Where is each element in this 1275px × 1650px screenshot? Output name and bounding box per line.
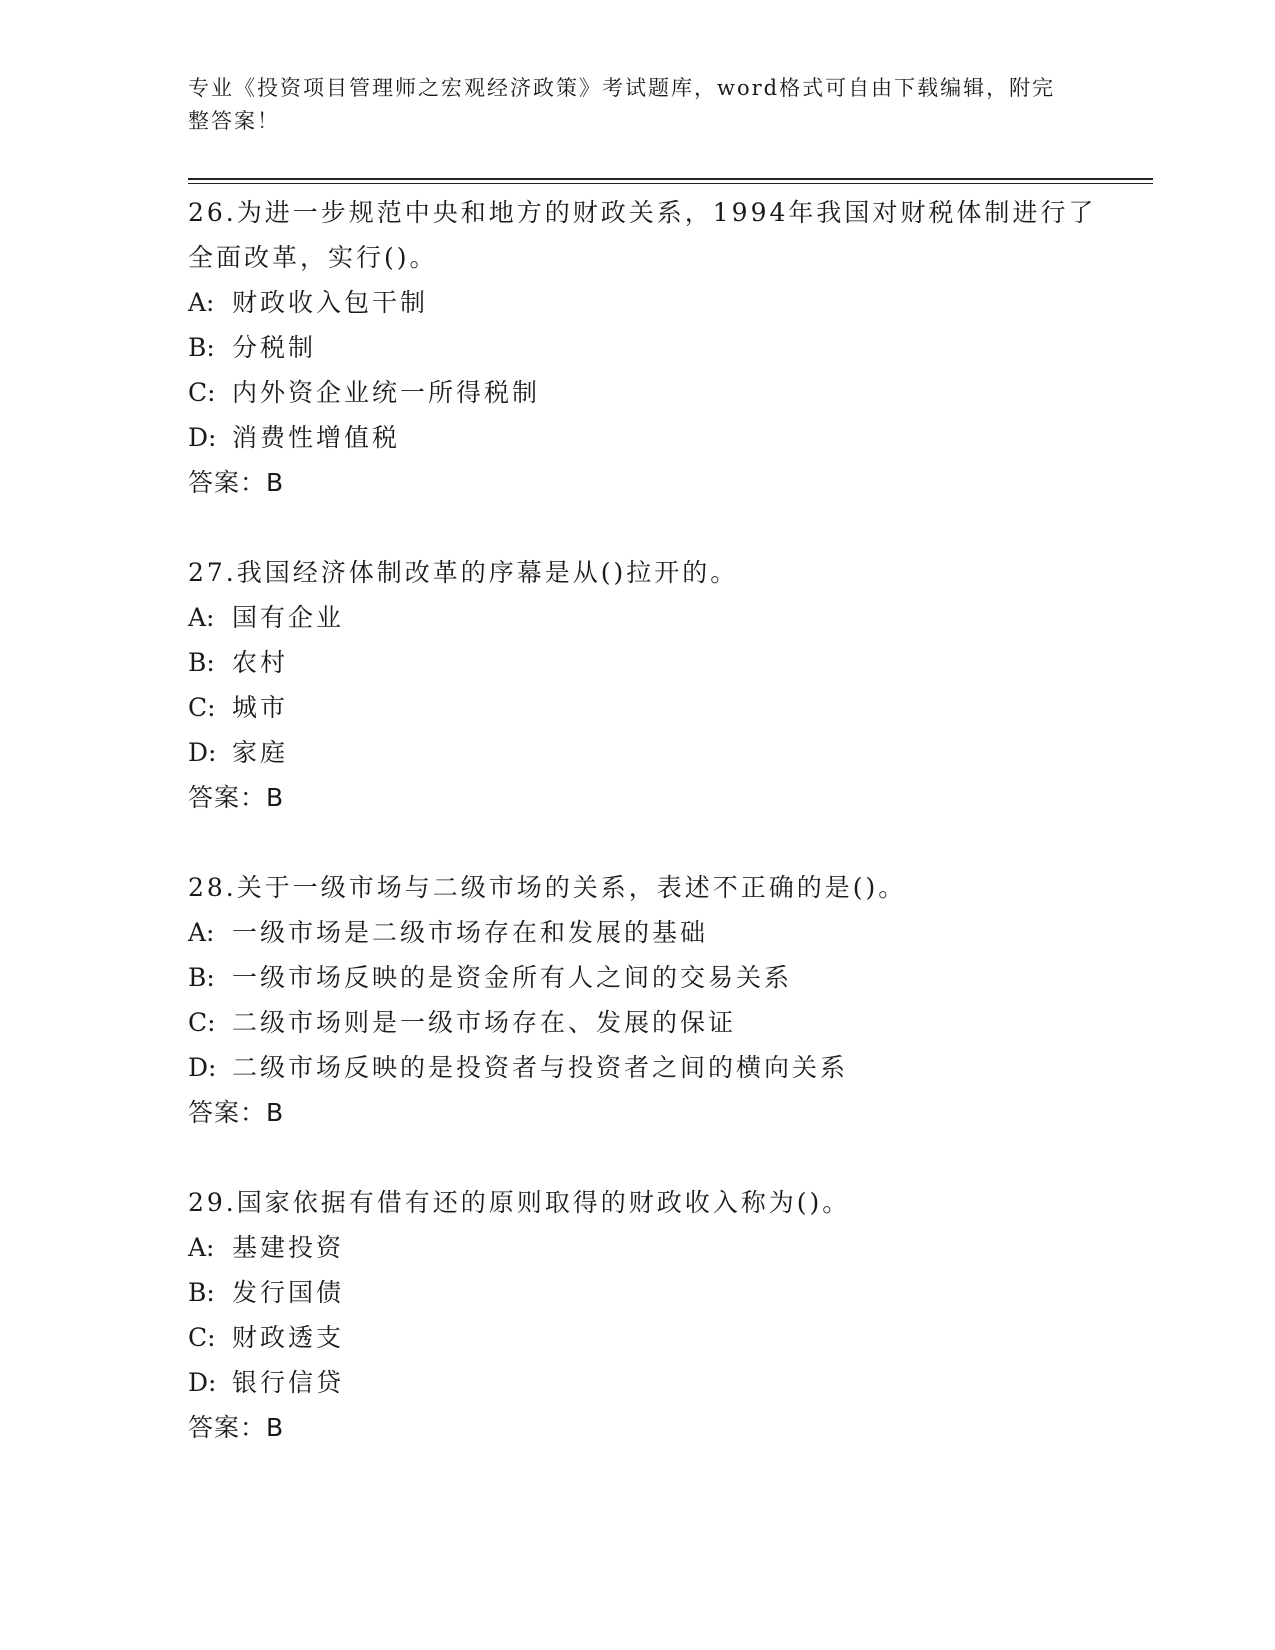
question-stem xyxy=(188,550,1118,595)
option-a xyxy=(188,1225,1118,1270)
option-b xyxy=(188,640,1118,685)
document-header xyxy=(188,72,1068,138)
option-text: 一级市场反映的是资金所有人之间的交易关系 xyxy=(232,963,793,992)
option-b xyxy=(188,1270,1118,1315)
option-letter: A: xyxy=(188,918,215,947)
option-text: 银行信贷 xyxy=(232,1368,345,1397)
question-29 xyxy=(188,1180,1118,1450)
option-letter: B: xyxy=(188,333,215,362)
answer-value: B xyxy=(266,1098,285,1127)
question-26 xyxy=(188,190,1118,505)
option-letter: B: xyxy=(188,648,215,677)
answer-value: B xyxy=(266,783,285,812)
question-list xyxy=(188,190,1118,1495)
question-stem xyxy=(188,1180,1118,1225)
option-letter: D: xyxy=(188,1368,217,1397)
option-text: 基建投资 xyxy=(232,1233,345,1262)
option-letter: B: xyxy=(188,963,215,992)
option-letter: A: xyxy=(188,1233,215,1262)
option-text: 消费性增值税 xyxy=(232,423,401,452)
option-text: 国有企业 xyxy=(232,603,345,632)
option-c xyxy=(188,685,1118,730)
option-a xyxy=(188,595,1118,640)
option-letter: A: xyxy=(188,603,215,632)
option-d xyxy=(188,1045,1118,1090)
option-letter: D: xyxy=(188,423,217,452)
answer-line xyxy=(188,460,1118,505)
option-text: 城市 xyxy=(232,693,289,722)
answer-label: 答案： xyxy=(188,1098,267,1127)
option-letter: C: xyxy=(188,693,216,722)
option-letter: C: xyxy=(188,1323,216,1352)
answer-line xyxy=(188,1405,1118,1450)
option-text: 家庭 xyxy=(232,738,289,767)
option-text: 财政透支 xyxy=(232,1323,345,1352)
answer-line xyxy=(188,1090,1118,1135)
option-text: 发行国债 xyxy=(232,1278,345,1307)
question-number: 28. xyxy=(188,873,237,902)
option-letter: C: xyxy=(188,378,216,407)
answer-value: B xyxy=(266,1413,285,1442)
answer-line xyxy=(188,775,1118,820)
option-letter: D: xyxy=(188,738,217,767)
option-b xyxy=(188,955,1118,1000)
option-letter: C: xyxy=(188,1008,216,1037)
question-number: 26. xyxy=(188,198,237,227)
option-c xyxy=(188,370,1118,415)
option-d xyxy=(188,730,1118,775)
option-c xyxy=(188,1000,1118,1045)
option-text: 财政收入包干制 xyxy=(232,288,429,317)
question-text: 国家依据有借有还的原则取得的财政收入称为()。 xyxy=(236,1188,851,1217)
option-text: 分税制 xyxy=(232,333,317,362)
question-text: 关于一级市场与二级市场的关系，表述不正确的是()。 xyxy=(236,873,907,902)
option-b xyxy=(188,325,1118,370)
option-text: 二级市场反映的是投资者与投资者之间的横向关系 xyxy=(232,1053,849,1082)
answer-label: 答案： xyxy=(188,1413,267,1442)
question-stem xyxy=(188,190,1118,280)
question-number: 27. xyxy=(188,558,237,587)
option-text: 农村 xyxy=(232,648,289,677)
option-text: 一级市场是二级市场存在和发展的基础 xyxy=(232,918,709,947)
question-text: 为进一步规范中央和地方的财政关系，1994年我国对财税体制进行了全面改革，实行()。 xyxy=(188,198,1097,272)
question-27 xyxy=(188,550,1118,820)
question-number: 29. xyxy=(188,1188,237,1217)
question-text: 我国经济体制改革的序幕是从()拉开的。 xyxy=(236,558,739,587)
header-divider-thin xyxy=(188,183,1153,184)
question-stem xyxy=(188,865,1118,910)
question-28 xyxy=(188,865,1118,1135)
option-a xyxy=(188,280,1118,325)
option-letter: A: xyxy=(188,288,215,317)
answer-label: 答案： xyxy=(188,468,267,497)
option-letter: D: xyxy=(188,1053,217,1082)
option-d xyxy=(188,415,1118,460)
header-divider-thick xyxy=(188,178,1153,180)
option-text: 二级市场则是一级市场存在、发展的保证 xyxy=(232,1008,737,1037)
option-c xyxy=(188,1315,1118,1360)
option-a xyxy=(188,910,1118,955)
header-text: 专业《投资项目管理师之宏观经济政策》考试题库，word格式可自由下载编辑，附完整答案！ xyxy=(188,76,1056,133)
answer-value: B xyxy=(266,468,285,497)
option-letter: B: xyxy=(188,1278,215,1307)
option-d xyxy=(188,1360,1118,1405)
option-text: 内外资企业统一所得税制 xyxy=(232,378,541,407)
answer-label: 答案： xyxy=(188,783,267,812)
